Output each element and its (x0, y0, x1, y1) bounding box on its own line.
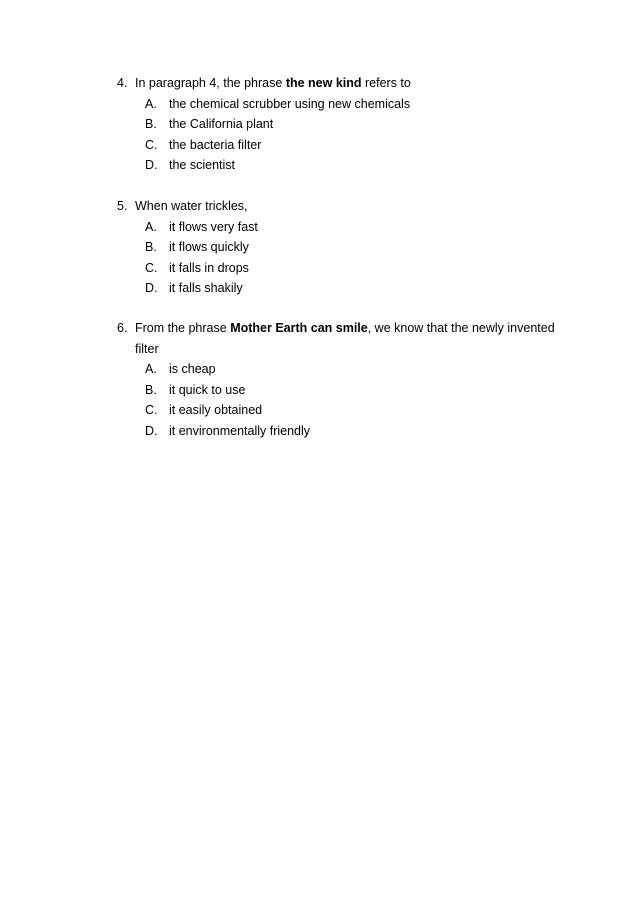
question-text: When water trickles, (135, 199, 248, 213)
option-text: it flows very fast (169, 219, 258, 234)
option-d (117, 421, 557, 442)
option-d (117, 278, 557, 299)
question-number: 5. (117, 199, 128, 213)
question-text-after: refers to (361, 76, 411, 90)
option-text: the scientist (169, 158, 236, 172)
option-letter: D. (145, 281, 158, 295)
option-a (117, 359, 557, 380)
option-c (117, 258, 557, 279)
option-b (117, 114, 557, 135)
option-text: it environmentally friendly (169, 423, 311, 438)
option-letter: A. (145, 219, 157, 234)
option-text: is cheap (169, 362, 216, 376)
option-c (117, 400, 557, 421)
question-number: 6. (117, 321, 128, 335)
option-text: it flows quickly (169, 240, 249, 254)
option-b (117, 237, 557, 258)
option-letter: A. (145, 96, 157, 111)
option-text: the chemical scrubber using new chemicals (169, 96, 411, 111)
question-text-after: , we know that the newly invented (367, 321, 555, 335)
question-text-continuation: filter (135, 341, 159, 356)
option-text: it easily obtained (169, 403, 263, 417)
question-stem (117, 73, 557, 94)
question-text (135, 73, 411, 94)
question-text-before: From the phrase (135, 321, 231, 335)
question-4 (117, 73, 557, 176)
question-text (135, 318, 555, 339)
option-text: it falls shakily (169, 281, 243, 295)
option-letter: B. (145, 240, 157, 254)
option-c (117, 135, 557, 156)
option-text: the bacteria filter (169, 137, 262, 152)
question-number: 4. (117, 76, 128, 90)
option-text: it falls in drops (169, 260, 249, 275)
option-letter: C. (145, 260, 158, 275)
option-a (117, 217, 557, 238)
option-letter: A. (145, 362, 157, 376)
option-a (117, 94, 557, 115)
question-text-before: In paragraph 4, the phrase (135, 76, 286, 90)
option-letter: D. (145, 423, 158, 438)
option-letter: D. (145, 158, 158, 172)
option-d (117, 155, 557, 176)
option-text: the California plant (169, 117, 274, 131)
option-letter: C. (145, 137, 158, 152)
option-text: it quick to use (169, 382, 246, 397)
option-letter: B. (145, 382, 157, 397)
question-6 (117, 318, 557, 441)
question-5 (117, 196, 557, 299)
question-key-phrase: the new kind (285, 76, 362, 90)
question-stem (117, 196, 557, 217)
question-stem (117, 318, 557, 339)
option-letter: C. (145, 403, 158, 417)
option-b (117, 380, 557, 401)
question-key-phrase: Mother Earth can smile (230, 321, 368, 335)
option-letter: B. (145, 117, 157, 131)
